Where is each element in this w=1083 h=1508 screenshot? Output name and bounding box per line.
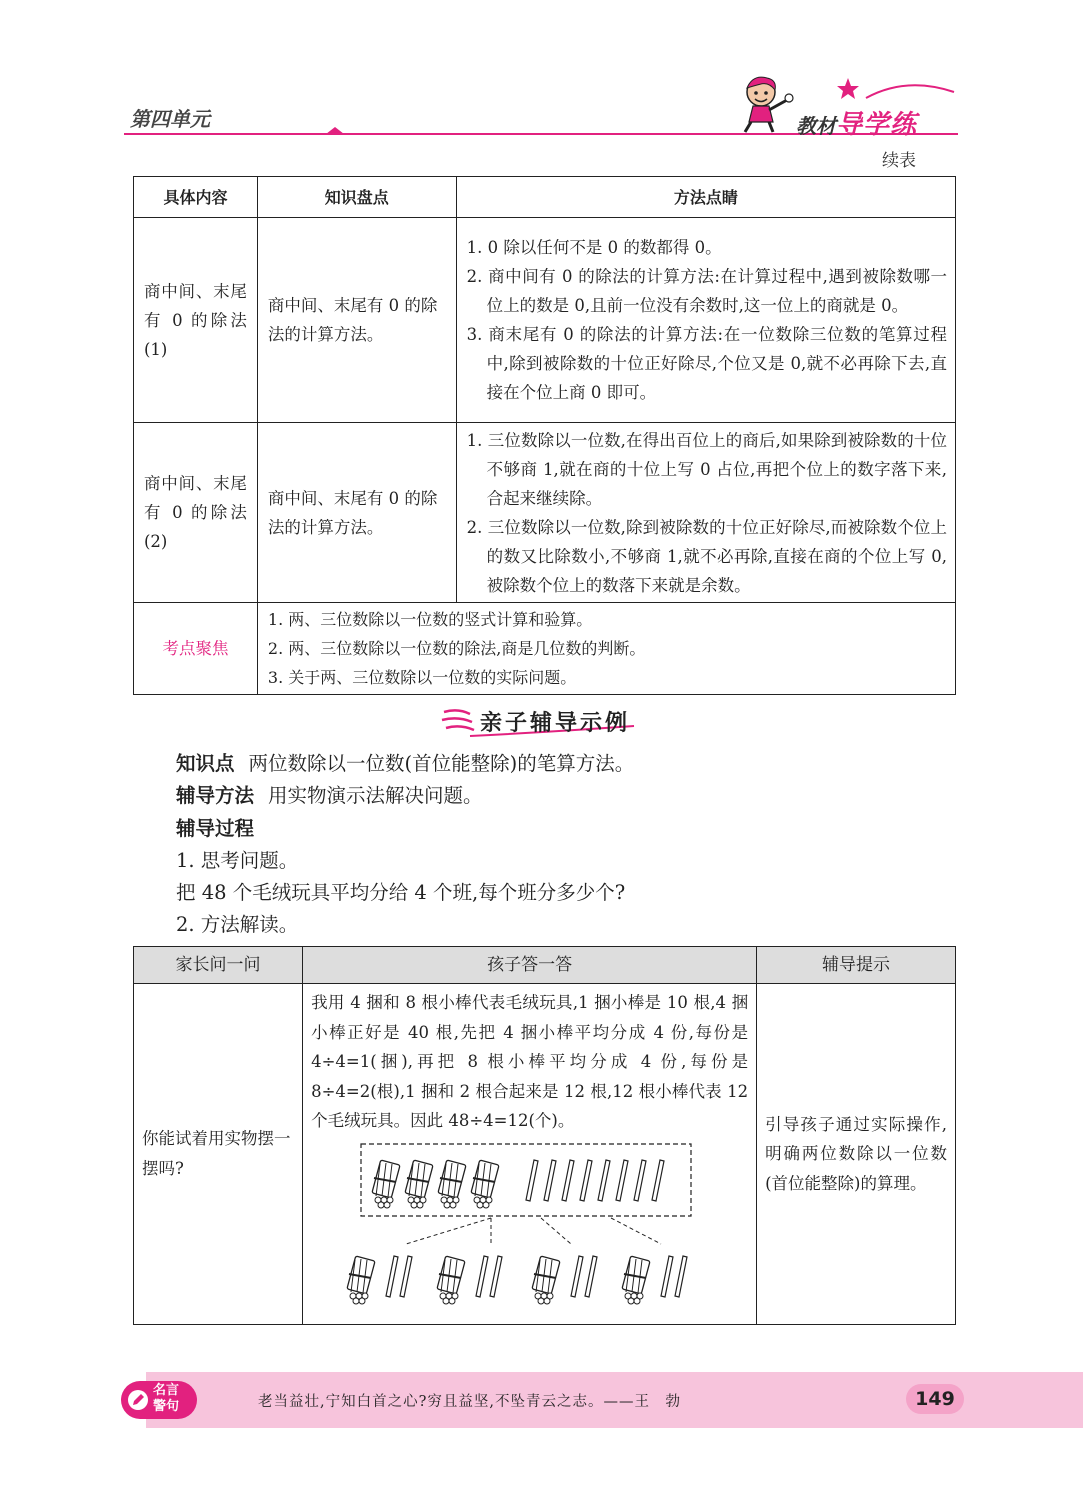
process-label: 辅导过程 xyxy=(176,817,255,840)
focus-items xyxy=(257,603,955,695)
knowledge-point xyxy=(176,749,634,779)
mascot-logo-icon xyxy=(733,70,803,134)
section-title-text: 亲子辅导示例 xyxy=(480,711,631,736)
parent-question: 你能试着用实物摆一摆吗? xyxy=(134,984,303,1325)
row2-knowledge: 商中间、末尾有 0 的除法的计算方法。 xyxy=(257,423,456,603)
continued-label: 续表 xyxy=(882,151,916,171)
question: 把 48 个毛绒玩具平均分给 4 个班,每个班分多少个? xyxy=(176,881,626,904)
knowledge-table xyxy=(133,176,956,695)
child-answer xyxy=(303,984,757,1325)
table-row xyxy=(134,423,956,603)
list-item: 3. 商末尾有 0 的除法的计算方法:在一位数除三位数的笔算过程中,除到被除数的十位正好除尽,个位又是 0,就不必再除下去,直接在个位上商 0 即可。 xyxy=(466,325,947,402)
badge-line1: 名言 xyxy=(153,1383,180,1398)
quote-badge xyxy=(121,1381,197,1419)
list-item: 2. 两、三位数除以一位数的除法,商是几位数的判断。 xyxy=(267,639,646,658)
table-row xyxy=(134,218,956,423)
sticks-illustration xyxy=(311,1140,748,1320)
table-header-row xyxy=(134,947,956,984)
header-knowledge: 知识盘点 xyxy=(257,177,456,218)
page-number: 149 xyxy=(906,1384,964,1414)
row1-knowledge: 商中间、末尾有 0 的除法的计算方法。 xyxy=(257,218,456,423)
header-topic: 具体内容 xyxy=(134,177,258,218)
method-label: 辅导方法 xyxy=(176,784,255,807)
list-item: 2. 商中间有 0 的除法的计算方法:在计算过程中,遇到被除数哪一位上的数是 0,且前一位没有余数时,这一位上的商就是 0。 xyxy=(466,267,947,315)
focus-label: 考点聚焦 xyxy=(134,603,258,695)
badge-text xyxy=(153,1383,179,1415)
table-row xyxy=(134,603,956,695)
section-title xyxy=(440,702,640,742)
list-item: 3. 关于两、三位数除以一位数的实际问题。 xyxy=(267,668,577,687)
row2-methods xyxy=(456,423,955,603)
list-item: 1. 两、三位数除以一位数的竖式计算和验算。 xyxy=(267,610,593,629)
table-header-row xyxy=(134,177,956,218)
header-methods: 方法点睛 xyxy=(456,177,955,218)
list-item: 2. 三位数除以一位数,除到被除数的十位正好除尽,而被除数个位上的数又比除数小,不够商 1,就不必再除,直接在商的个位上写 0,被除数个位上的数落下来就是余数。 xyxy=(466,517,947,595)
header-child: 孩子答一答 xyxy=(303,947,757,984)
unit-title: 第四单元 xyxy=(130,107,210,131)
knowledge-text: 两位数除以一位数(首位能整除)的笔算方法。 xyxy=(248,752,635,775)
list-item: 1. 三位数除以一位数,在得出百位上的商后,如果除到被除数的十位不够商 1,就在商的十位上写 0 占位,再把个位上的数字落下来,合起来继续除。 xyxy=(466,430,947,508)
process-heading xyxy=(176,814,268,844)
brand-logo xyxy=(796,104,917,141)
brand-prefix: 教材 xyxy=(796,114,836,138)
knowledge-label: 知识点 xyxy=(176,752,235,775)
list-item: 1. 0 除以任何不是 0 的数都得 0。 xyxy=(466,238,722,257)
badge-line2: 警句 xyxy=(153,1399,180,1414)
step1: 1. 思考问题。 xyxy=(176,849,299,872)
coaching-table xyxy=(133,946,956,1325)
brand-main: 导学练 xyxy=(836,110,918,140)
header-tip: 辅导提示 xyxy=(757,947,956,984)
header-parent: 家长问一问 xyxy=(134,947,303,984)
step2: 2. 方法解读。 xyxy=(176,913,299,936)
table-row xyxy=(134,984,956,1325)
footer-quote: 老当益壮,宁知白首之心?穷且益坚,不坠青云之志。——王 勃 xyxy=(258,1394,681,1410)
pencil-icon xyxy=(127,1389,149,1411)
coaching-tip: 引导孩子通过实际操作,明确两位数除以一位数(首位能整除)的算理。 xyxy=(757,984,956,1325)
row2-topic: 商中间、末尾有 0 的除法(2) xyxy=(134,423,258,603)
row1-methods xyxy=(456,218,955,423)
child-answer-text: 我用 4 捆和 8 根小棒代表毛绒玩具,1 捆小棒是 10 根,4 捆小棒正好是 40 根,先把 4 捆小棒平均分成 4 份,每份是 4÷4=1(捆),再把 8 根小棒平均分成 4 份,每份是 8÷4=2(根),1 捆和 2 根合起来是 12 根,12 根小棒代表 12 个毛绒玩具。因此 48÷4=12(个)。 xyxy=(311,993,749,1130)
method-point xyxy=(176,781,483,811)
row1-topic: 商中间、末尾有 0 的除法(1) xyxy=(134,218,258,423)
method-text: 用实物演示法解决问题。 xyxy=(268,784,483,807)
